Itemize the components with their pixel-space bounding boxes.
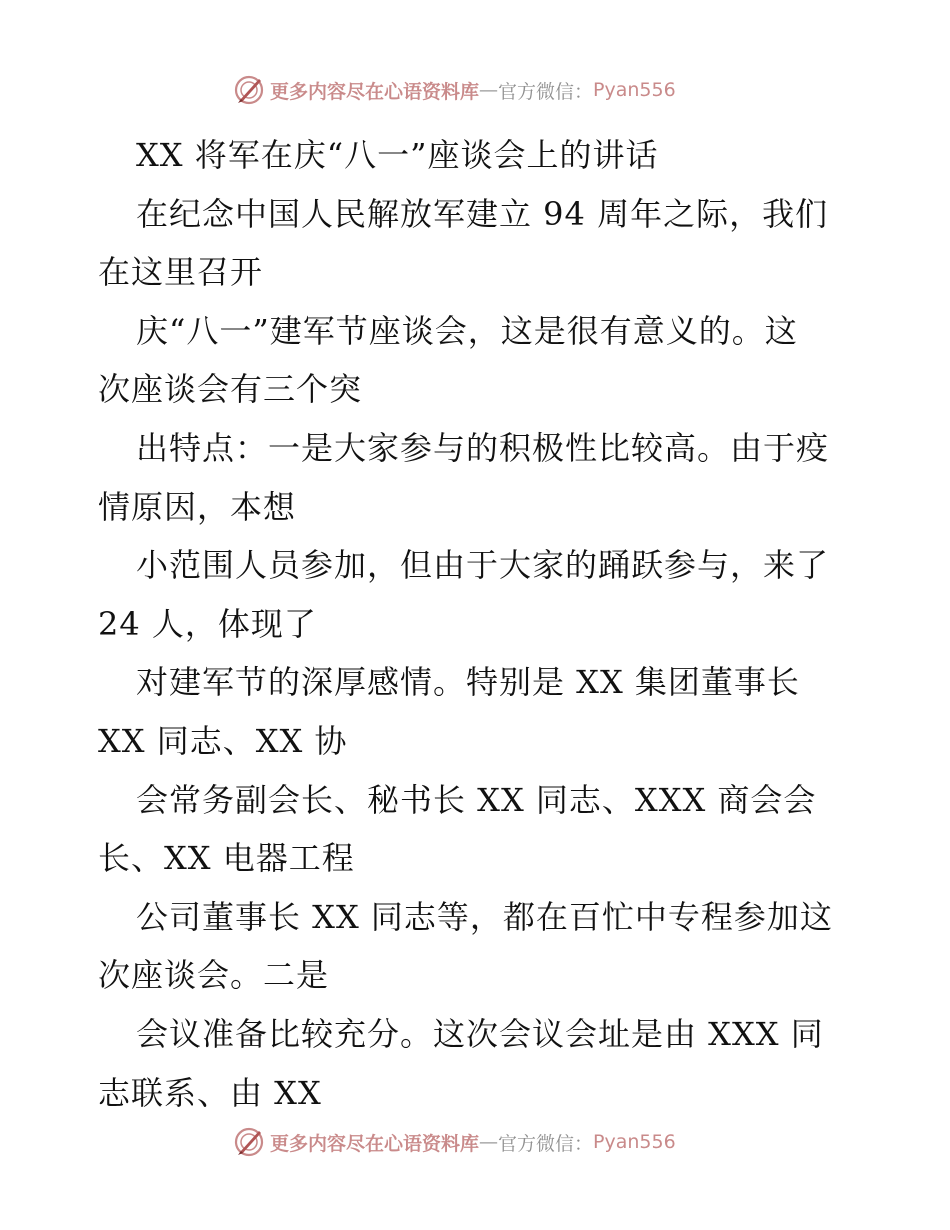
document-title: XX 将军在庆“八一”座谈会上的讲话 (136, 136, 659, 174)
text-line: 出特点：一是大家参与的积极性比较高。由于疫 (136, 428, 830, 467)
watermark-text: 更多内容尽在心语资料库 (270, 80, 480, 103)
quill-pen-logo-icon (232, 73, 266, 107)
text-line: XX 同志、XX 协 (98, 721, 348, 760)
text-line: 对建军节的深厚感情。特别是 XX 集团董事长 (136, 663, 800, 702)
document-body (98, 126, 858, 1122)
watermark-dash: — (479, 79, 499, 101)
watermark-dash: — (479, 1131, 499, 1153)
watermark-text: 更多内容尽在心语资料库 (270, 1132, 480, 1155)
quill-pen-logo-icon (232, 1125, 266, 1159)
watermark-wechat-label: 官方微信： (498, 80, 594, 103)
text-line: 次座谈会有三个突 (98, 370, 363, 409)
text-line: 志联系、由 XX (98, 1073, 322, 1112)
watermark-wechat-id: Pyan556 (593, 79, 676, 101)
text-line: 公司董事长 XX 同志等，都在百忙中专程参加这 (136, 897, 833, 936)
text-line: 庆“八一”建军节座谈会，这是很有意义的。这 (136, 311, 798, 350)
footer-watermark (232, 1124, 676, 1160)
text-line: 情原因，本想 (98, 487, 297, 526)
text-line: 24 人，体现了 (98, 604, 317, 643)
text-line: 长、XX 电器工程 (98, 839, 355, 878)
text-line: 次座谈会。二是 (98, 956, 330, 995)
text-line: 在纪念中国人民解放军建立 94 周年之际，我们 (136, 194, 829, 233)
text-line: 小范围人员参加，但由于大家的踊跃参与，来了 (136, 546, 830, 585)
text-line: 会议准备比较充分。这次会议会址是由 XXX 同 (136, 1014, 824, 1053)
text-line: 在这里召开 (98, 253, 264, 292)
watermark-wechat-label: 官方微信： (498, 1132, 594, 1155)
text-line: 会常务副会长、秘书长 XX 同志、XXX 商会会 (136, 780, 817, 819)
watermark-wechat-id: Pyan556 (593, 1131, 676, 1153)
header-watermark (232, 72, 676, 108)
